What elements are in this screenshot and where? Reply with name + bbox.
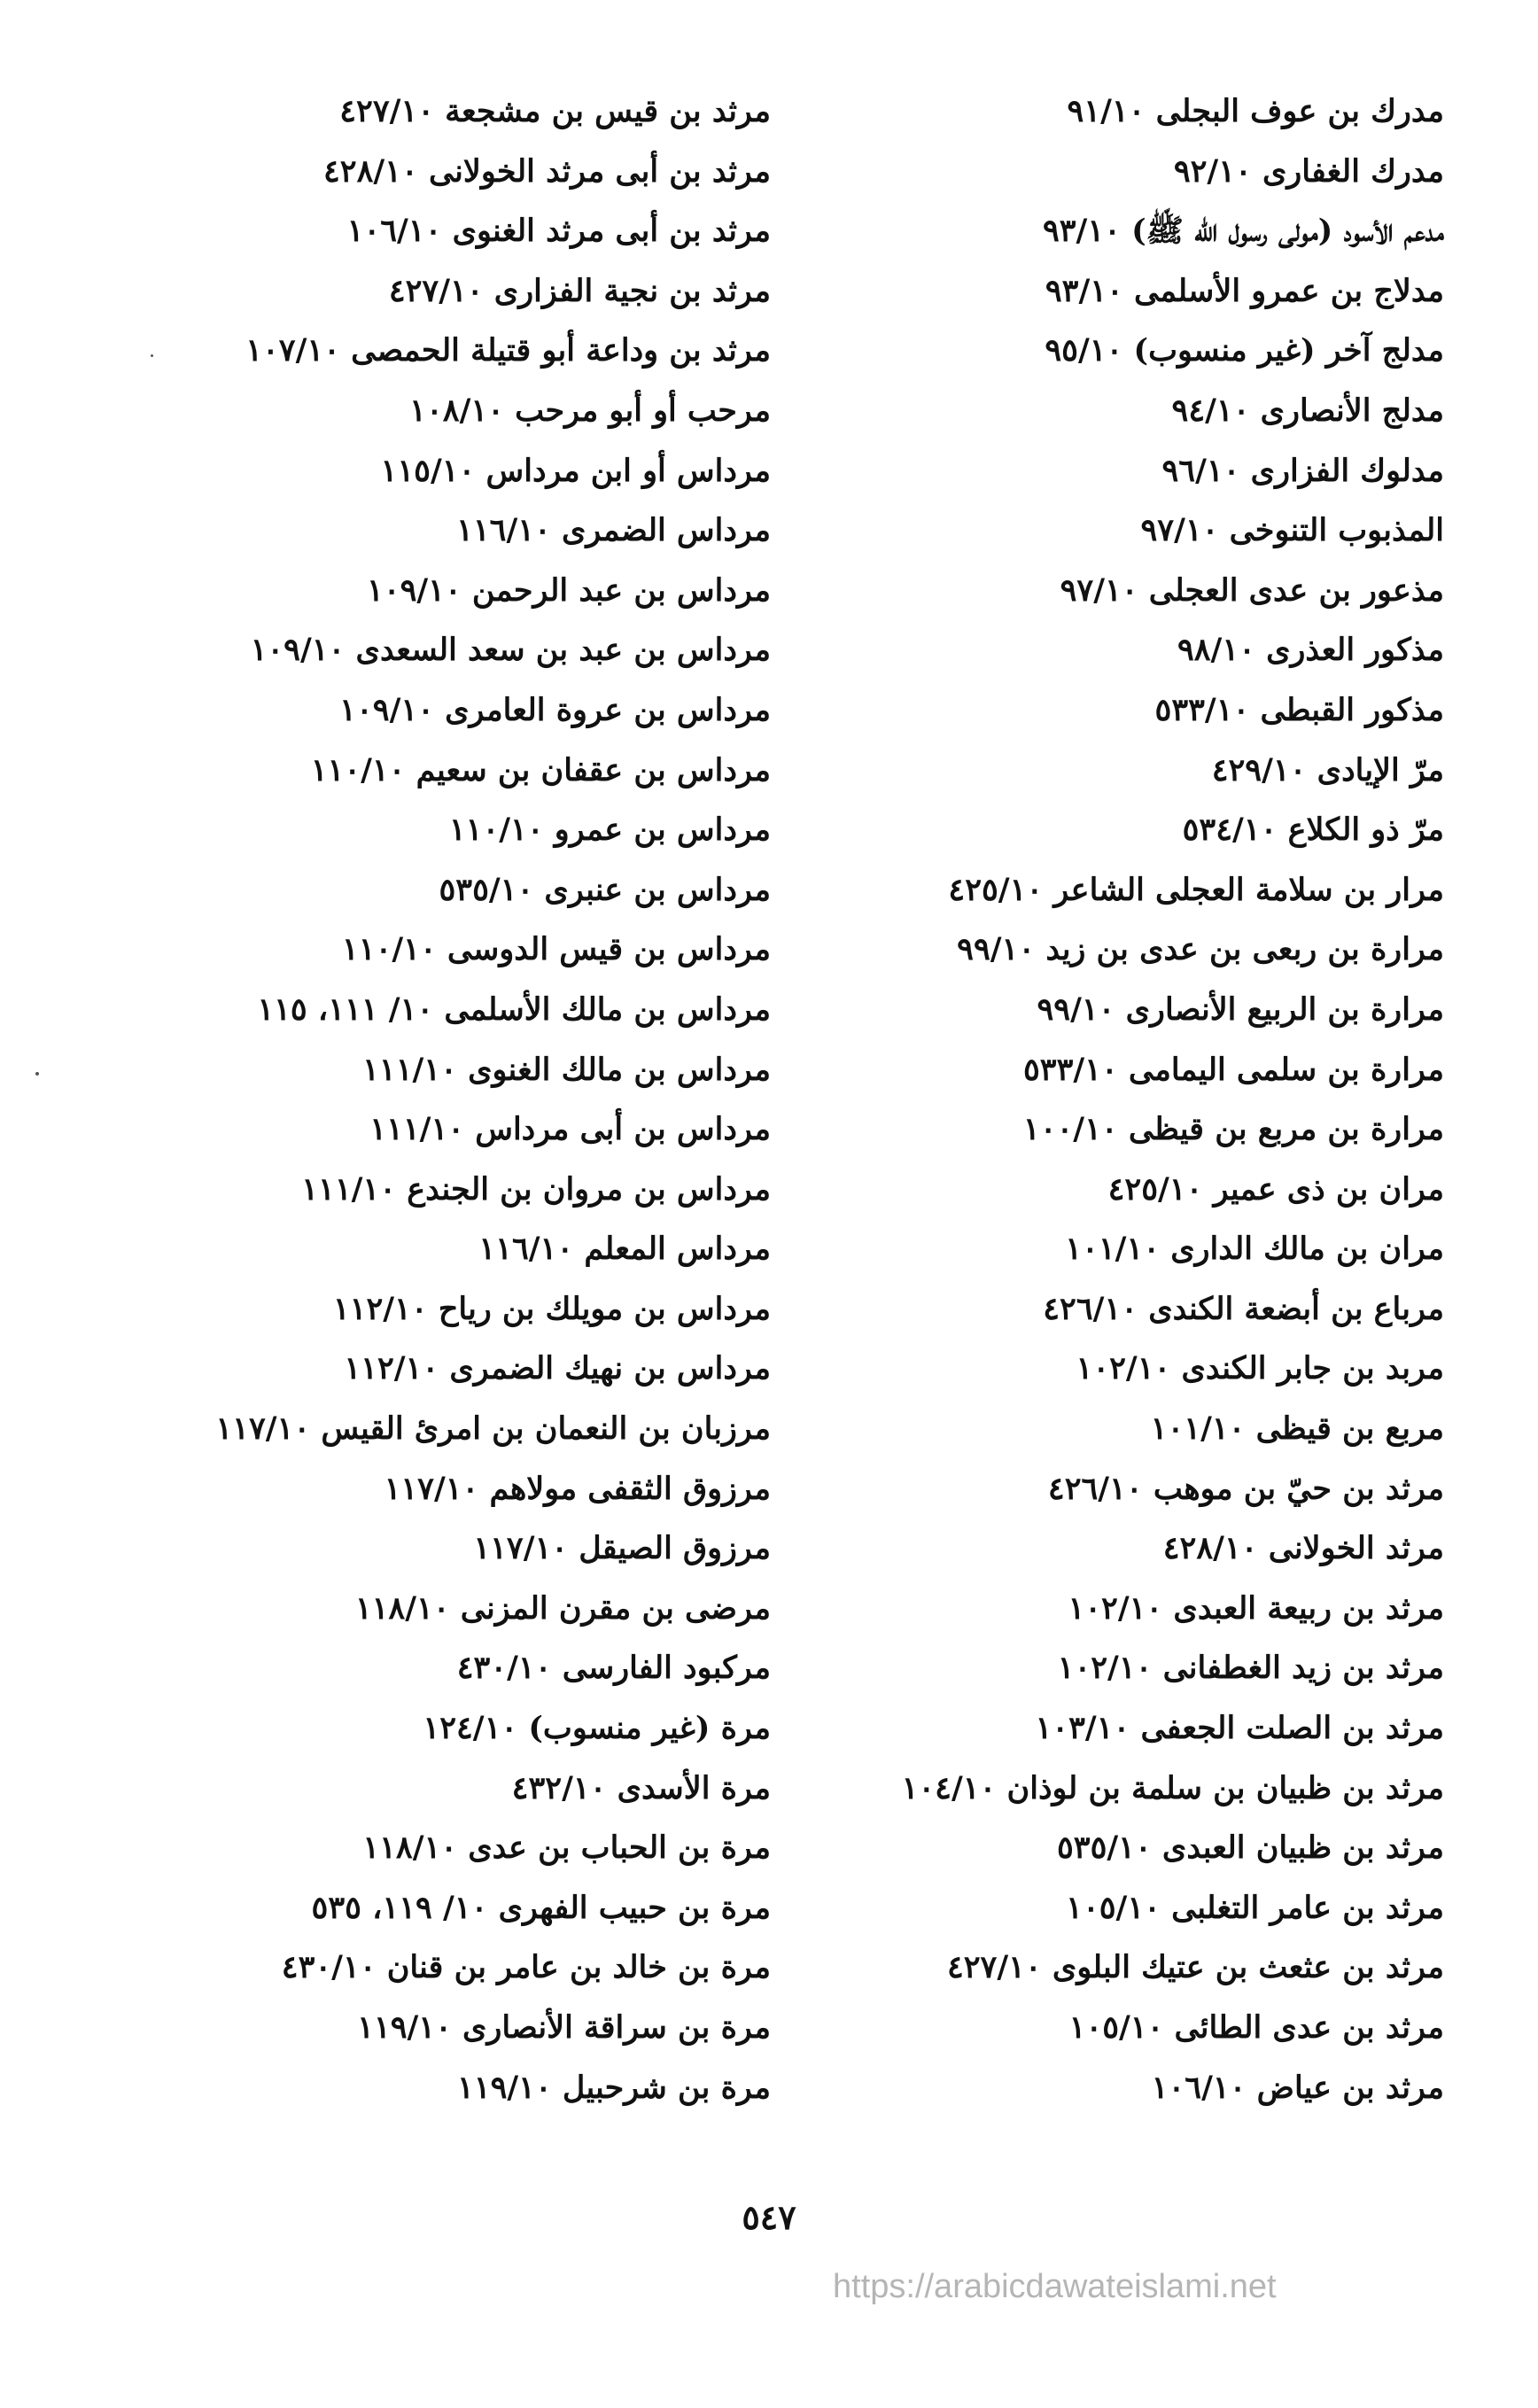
index-entry: مرثد بن أبى مرثد الخولانى ٤٢٨/١٠ — [322, 152, 771, 190]
index-entry: مران بن مالك الدارى ١٠١/١٠ — [1065, 1231, 1444, 1268]
index-entry: مربع بن قيظى ١٠١/١٠ — [1150, 1410, 1444, 1448]
index-entry: مرداس بن عنبرى ٥٣٥/١٠ — [439, 871, 771, 908]
watermark-url: https://arabicdawateislami.net — [833, 2268, 1277, 2305]
index-entry: مدرك الغفارى ٩٢/١٠ — [1173, 152, 1444, 190]
index-entry: مرضى بن مقرن المزنى ١١٨/١٠ — [354, 1589, 771, 1627]
index-entry: مرثد بن قيس بن مشجعة ٤٢٧/١٠ — [339, 93, 771, 129]
index-entry: مذعور بن عدى العجلى ٩٧/١٠ — [1060, 571, 1444, 609]
index-entry: مرثد بن نجية الفزارى ٤٢٧/١٠ — [388, 272, 771, 309]
index-entry: مرار بن سلامة العجلى الشاعر ٤٢٥/١٠ — [948, 871, 1444, 908]
index-entry: مرة بن الحباب بن عدى ١١٨/١٠ — [362, 1829, 771, 1867]
index-entry: مدلج آخر (غير منسوب) ٩٥/١٠ — [1045, 332, 1444, 369]
index-entry: مرة بن خالد بن عامر بن قنان ٤٣٠/١٠ — [281, 1949, 771, 1986]
index-entry: مرة بن شرحبيل ١١٩/١٠ — [456, 2069, 771, 2106]
index-entry: مرّ ذو الكلاع ٥٣٤/١٠ — [1182, 812, 1444, 849]
index-entry: مدعم الأسود (مولى رسول الله ﷺ) ٩٣/١٠ — [1042, 213, 1444, 250]
index-entry: مرثد بن زيد الغطفانى ١٠٢/١٠ — [1057, 1650, 1444, 1687]
index-entry: مرارة بن سلمى اليمامى ٥٣٣/١٠ — [1022, 1051, 1444, 1088]
index-entry: مرداس بن قيس الدوسى ١١٠/١٠ — [341, 931, 771, 968]
index-entry: مرداس بن مالك الأسلمى ١٠/ ١١١، ١١٥ — [257, 990, 771, 1028]
index-entry: مذكور القبطى ٥٣٣/١٠ — [1154, 691, 1444, 728]
index-entry: مرداس بن مويلك بن رياح ١١٢/١٠ — [332, 1290, 771, 1327]
index-entry: مرثد بن عثعث بن عتيك البلوى ٤٢٧/١٠ — [946, 1949, 1444, 1986]
index-entry: مدلوك الفزارى ٩٦/١٠ — [1161, 452, 1444, 489]
scan-speck — [151, 354, 153, 357]
index-entry: مرثد بن ظبيان بن سلمة بن لوذان ١٠٤/١٠ — [901, 1769, 1444, 1806]
index-entry: مرارة بن مربع بن قيظى ١٠٠/١٠ — [1022, 1111, 1444, 1148]
index-entry: مران بن ذى عمير ٤٢٥/١٠ — [1107, 1170, 1444, 1208]
index-entry: مرة الأسدى ٤٣٢/١٠ — [511, 1769, 771, 1806]
index-entry: مرة بن سراقة الأنصارى ١١٩/١٠ — [357, 2009, 771, 2046]
index-entry: مرثد بن وداعة أبو قتيلة الحمصى ١٠٧/١٠ — [245, 332, 771, 369]
index-entry: مرزبان بن النعمان بن امرئ القيس ١١٧/١٠ — [215, 1410, 771, 1448]
index-entry: مرثد بن عياض ١٠٦/١٠ — [1151, 2069, 1444, 2106]
index-entry: مرثد بن حيّ بن موهب ٤٢٦/١٠ — [1047, 1470, 1444, 1507]
index-entry: مدلاج بن عمرو الأسلمى ٩٣/١٠ — [1045, 272, 1444, 309]
index-entry: مرثد بن ظبيان العبدى ٥٣٥/١٠ — [1056, 1829, 1444, 1867]
left-column — [215, 82, 771, 2117]
index-entry: مرداس بن عبد الرحمن ١٠٩/١٠ — [366, 571, 771, 609]
index-entry: مرثد بن الصلت الجعفى ١٠٣/١٠ — [1035, 1710, 1444, 1747]
scan-speck — [35, 1072, 39, 1076]
index-entry: مرة بن حبيب الفهرى ١٠/ ١١٩، ٥٣٥ — [311, 1889, 771, 1926]
index-entry: مدرك بن عوف البجلى ٩١/١٠ — [1067, 93, 1444, 129]
index-entry: مركبود الفارسى ٤٣٠/١٠ — [456, 1650, 771, 1687]
index-entry: مرثد بن ربيعة العبدى ١٠٢/١٠ — [1068, 1589, 1444, 1627]
index-entry: مرداس الضمرى ١١٦/١٠ — [456, 512, 771, 549]
index-entry: مرداس المعلم ١١٦/١٠ — [478, 1231, 771, 1268]
index-entry: مرباع بن أبضعة الكندى ٤٢٦/١٠ — [1043, 1290, 1444, 1327]
index-entry: مدلج الأنصارى ٩٤/١٠ — [1171, 392, 1444, 429]
index-entry: مرداس بن مروان بن الجندع ١١١/١٠ — [301, 1170, 771, 1208]
index-entry: مرداس أو ابن مرداس ١١٥/١٠ — [380, 452, 771, 489]
index-entry: مرزوق الثقفى مولاهم ١١٧/١٠ — [384, 1470, 771, 1507]
index-entry: مرداس بن أبى مرداس ١١١/١٠ — [369, 1111, 771, 1148]
page-number: ٥٤٧ — [742, 2197, 796, 2237]
index-entry: مرحب أو أبو مرحب ١٠٨/١٠ — [409, 392, 771, 429]
index-entry: مرداس بن عروة العامرى ١٠٩/١٠ — [339, 691, 771, 728]
index-entry: مرزوق الصيقل ١١٧/١٠ — [473, 1530, 771, 1567]
index-entry: مرداس بن عقفان بن سعيم ١١٠/١٠ — [310, 751, 771, 788]
index-entry: مرداس بن عمرو ١١٠/١٠ — [448, 812, 771, 849]
index-entry: مرداس بن عبد بن سعد السعدى ١٠٩/١٠ — [250, 632, 771, 669]
index-entry: مرثد بن عامر التغلبى ١٠٥/١٠ — [1066, 1889, 1444, 1926]
index-entry: مرثد بن أبى مرثد الغنوى ١٠٦/١٠ — [346, 213, 771, 250]
index-entry: مربد بن جابر الكندى ١٠٢/١٠ — [1076, 1350, 1444, 1387]
index-columns — [215, 82, 1444, 2137]
right-column — [859, 82, 1444, 2117]
index-entry: مرّ الإيادى ٤٢٩/١٠ — [1211, 751, 1444, 788]
index-entry: مرثد بن عدى الطائى ١٠٥/١٠ — [1068, 2009, 1444, 2046]
index-entry: مرداس بن مالك الغنوى ١١١/١٠ — [362, 1051, 771, 1088]
index-entry: مرارة بن ربعى بن عدى بن زيد ٩٩/١٠ — [957, 931, 1444, 968]
index-entry: مرارة بن الربيع الأنصارى ٩٩/١٠ — [1037, 990, 1444, 1028]
index-entry: مرداس بن نهيك الضمرى ١١٢/١٠ — [344, 1350, 771, 1387]
index-entry: المذبوب التنوخى ٩٧/١٠ — [1140, 512, 1444, 549]
index-entry: مرثد الخولانى ٤٢٨/١٠ — [1162, 1530, 1444, 1567]
index-entry: مذكور العذرى ٩٨/١٠ — [1177, 632, 1444, 669]
index-entry: مرة (غير منسوب) ١٢٤/١٠ — [423, 1710, 771, 1747]
